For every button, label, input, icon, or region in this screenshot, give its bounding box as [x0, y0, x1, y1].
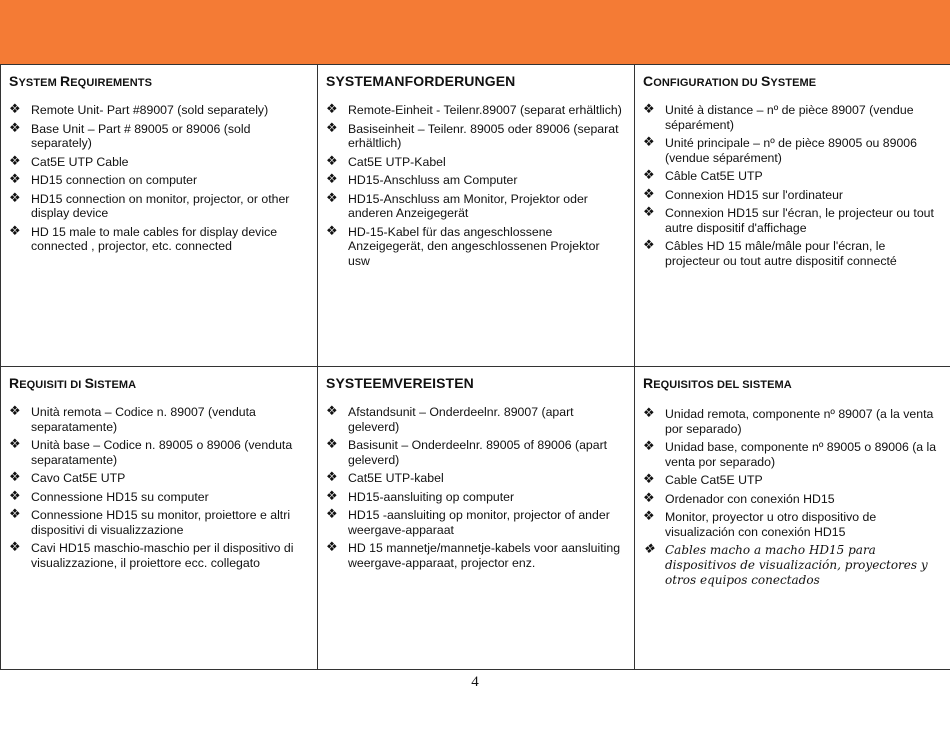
section-title: SYSTEM REQUIREMENTS — [9, 73, 153, 89]
requirements-list — [9, 103, 307, 254]
section-title: REQUISITOS DEL SISTEMA — [643, 375, 792, 391]
list-item: ❖ Unité principale – nº de pièce 89005 ou 89006 (vendue séparément) — [643, 134, 917, 165]
list-item: ❖ HD15 connection on computer — [9, 171, 198, 187]
section-title: SYSTEEMVEREISTEN — [326, 375, 474, 391]
list-item: ❖ HD-15-Kabel für das angeschlossene Anzeigegerät, den angeschlossenen Projektor usw — [326, 222, 600, 268]
section-title: REQUISITI DI SISTEMA — [9, 375, 137, 391]
diamond-bullet-icon: ❖ — [326, 101, 338, 116]
diamond-bullet-icon: ❖ — [326, 487, 338, 503]
list-item: ❖ Connessione HD15 su computer — [9, 487, 209, 504]
diamond-bullet-icon: ❖ — [9, 171, 21, 186]
diamond-bullet-icon: ❖ — [9, 469, 21, 484]
list-item: ❖ Afstandsunit – Onderdeelnr. 89007 (apart geleverd) — [326, 403, 574, 434]
diamond-bullet-icon: ❖ — [326, 189, 338, 205]
diamond-bullet-icon: ❖ — [326, 119, 338, 135]
diamond-bullet-icon: ❖ — [9, 152, 21, 168]
requirements-list — [643, 407, 941, 588]
diamond-bullet-icon: ❖ — [643, 204, 655, 219]
list-item: ❖ Ordenador con conexión HD15 — [643, 489, 835, 506]
diamond-bullet-icon: ❖ — [326, 222, 338, 238]
list-item: ❖ Câbles HD 15 mâle/mâle pour l'écran, le projecteur ou tout autre dispositif connecté — [643, 237, 897, 268]
section-dutch — [318, 367, 635, 670]
section-title: SYSTEMANFORDERUNGEN — [326, 73, 516, 89]
requirements-list — [643, 103, 941, 268]
diamond-bullet-icon: ❖ — [326, 469, 338, 484]
diamond-bullet-icon: ❖ — [9, 403, 21, 418]
requirements-list — [326, 103, 624, 268]
list-item: ❖ Basiseinheit – Teilenr. 89005 oder 89006 (separat erhältlich) — [326, 119, 619, 150]
list-item: ❖ Unità remota – Codice n. 89007 (venduta separatamente) — [9, 403, 256, 434]
diamond-bullet-icon: ❖ — [326, 539, 338, 554]
diamond-bullet-icon: ❖ — [9, 119, 21, 135]
list-item: ❖ Unità base – Codice n. 89005 o 89006 (venduta separatamente) — [9, 436, 293, 467]
diamond-bullet-icon: ❖ — [9, 436, 21, 451]
list-item: ❖ Base Unit – Part # 89005 or 89006 (sold separately) — [9, 119, 251, 150]
page-number: 4 — [471, 674, 479, 690]
list-item: ❖ HD 15 male to male cables for display device connected , projector, etc. connected — [9, 222, 278, 253]
diamond-bullet-icon: ❖ — [9, 189, 21, 205]
diamond-bullet-icon: ❖ — [9, 506, 21, 521]
diamond-bullet-icon: ❖ — [643, 542, 655, 557]
header-banner — [0, 0, 950, 64]
list-item: ❖ Cat5E UTP Cable — [9, 152, 129, 169]
requirements-table — [0, 64, 950, 670]
section-italian — [1, 367, 318, 670]
list-item: ❖ HD15-Anschluss am Computer — [326, 171, 518, 187]
list-item: ❖ Cavo Cat5E UTP — [9, 469, 126, 485]
diamond-bullet-icon: ❖ — [643, 489, 655, 505]
diamond-bullet-icon: ❖ — [643, 134, 655, 149]
diamond-bullet-icon: ❖ — [643, 438, 655, 453]
diamond-bullet-icon: ❖ — [326, 171, 338, 186]
requirements-list — [9, 405, 307, 570]
section-french — [635, 65, 950, 367]
list-item: ❖ Remote Unit- Part #89007 (sold separately) — [9, 101, 269, 117]
diamond-bullet-icon: ❖ — [326, 436, 338, 451]
list-item: ❖ HD15 connection on monitor, projector, or other display device — [9, 189, 290, 220]
section-german — [318, 65, 635, 367]
requirements-list — [326, 405, 624, 570]
list-item: ❖ Connessione HD15 su monitor, proiettore e altri dispositivi di visualizzazione — [9, 506, 291, 537]
list-item: ❖ HD15 -aansluiting op monitor, projector of ander weergave-apparaat — [326, 506, 610, 537]
section-english — [1, 65, 318, 367]
list-item: ❖ HD 15 mannetje/mannetje-kabels voor aansluiting weergave-apparaat, projector enz. — [326, 539, 621, 570]
list-item: ❖ Unidad remota, componente nº 89007 (a la venta por separado) — [643, 405, 934, 436]
diamond-bullet-icon: ❖ — [326, 506, 338, 521]
list-item: ❖ Cat5E UTP-kabel — [326, 469, 444, 485]
diamond-bullet-icon: ❖ — [9, 539, 21, 554]
diamond-bullet-icon: ❖ — [326, 152, 338, 168]
list-item: ❖ Câble Cat5E UTP — [643, 167, 763, 183]
list-item: ❖ Cavi HD15 maschio-maschio per il dispositivo di visualizzazione, il proiettore ecc. collegato — [9, 539, 294, 570]
diamond-bullet-icon: ❖ — [643, 167, 655, 182]
list-item: ❖ Monitor, proyector u otro dispositivo de visualización con conexión HD15 — [643, 508, 877, 539]
section-spanish — [635, 367, 950, 670]
diamond-bullet-icon: ❖ — [643, 237, 655, 252]
diamond-bullet-icon: ❖ — [643, 471, 655, 486]
diamond-bullet-icon: ❖ — [643, 405, 655, 420]
diamond-bullet-icon: ❖ — [326, 403, 338, 418]
list-item: ❖ HD15-Anschluss am Monitor, Projektor oder anderen Anzeigegerät — [326, 189, 588, 220]
list-item: ❖ Cable Cat5E UTP — [643, 471, 763, 487]
section-title: CONFIGURATION DU SYSTEME — [643, 73, 817, 89]
diamond-bullet-icon: ❖ — [643, 508, 655, 523]
list-item: ❖ Cat5E UTP-Kabel — [326, 152, 446, 169]
list-item: ❖ Unité à distance – nº de pièce 89007 (vendue séparément) — [643, 101, 914, 132]
list-item: ❖ Basisunit – Onderdeelnr. 89005 of 89006 (apart geleverd) — [326, 436, 608, 467]
table-row — [1, 65, 950, 367]
list-item: ❖ Cables macho a macho HD15 para dispositivos de visualización, proyectores y otros equipos conectados — [643, 542, 928, 587]
table-row — [1, 367, 950, 670]
diamond-bullet-icon: ❖ — [9, 487, 21, 503]
list-item: ❖ Connexion HD15 sur l'ordinateur — [643, 185, 844, 202]
diamond-bullet-icon: ❖ — [643, 185, 655, 201]
diamond-bullet-icon: ❖ — [9, 101, 21, 116]
list-item: ❖ Connexion HD15 sur l'écran, le projecteur ou tout autre dispositif d'affichage — [643, 204, 934, 235]
diamond-bullet-icon: ❖ — [643, 101, 655, 116]
diamond-bullet-icon: ❖ — [9, 222, 21, 238]
list-item: ❖ Unidad base, componente nº 89005 o 89006 (a la venta por separado) — [643, 438, 937, 469]
list-item: ❖ HD15-aansluiting op computer — [326, 487, 515, 504]
list-item: ❖ Remote-Einheit - Teilenr.89007 (separat erhältlich) — [326, 101, 622, 117]
